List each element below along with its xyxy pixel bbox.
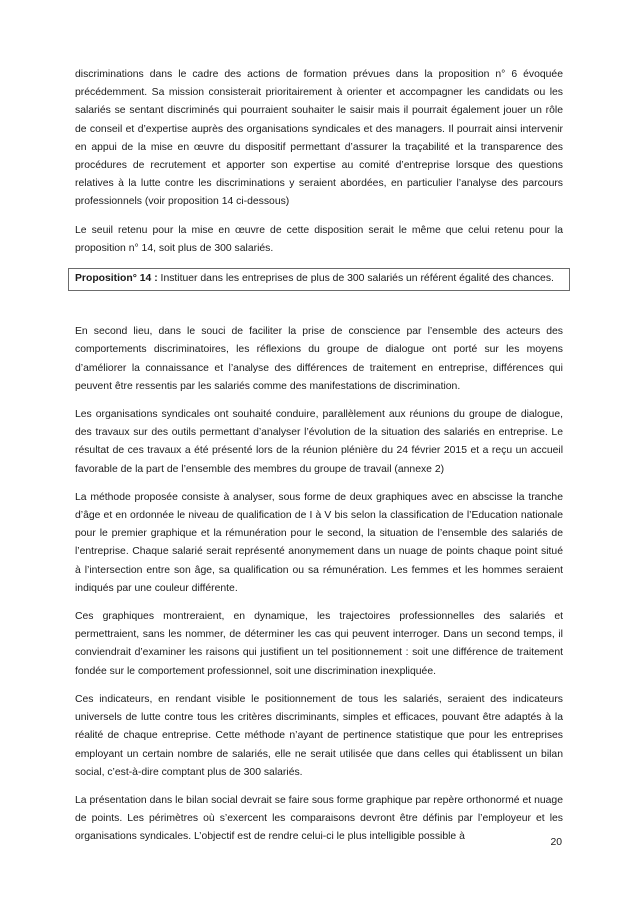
paragraph: Le seuil retenu pour la mise en œuvre de cette disposition serait le même que celui retenu pour la proposition n° 14, soit plus de 300 salariés.: [75, 224, 563, 254]
paragraph: La présentation dans le bilan social devrait se faire sous forme graphique par repère orthonormé et nuage de points. Les périmètres où s’exercent les comparaisons devront être définis par l’employeur et les organisations syndicales. L’objectif est de rendre celui-ci le plus intelligible possible à: [75, 794, 563, 843]
paragraph: La méthode proposée consiste à analyser, sous forme de deux graphiques avec en abscisse la tranche d’âge et en ordonnée le niveau de qualification de I à V bis selon la classification de l’Education nationale pour le premier graphique et la rémunération pour le second, la situation de l’ensemble des salariés de l’entreprise. Chaque salarié serait représenté anonymement dans un nuage de points chaque point situé à l’intersection entre son âge, sa qualification ou sa rémunération. Les femmes et les hommes seraient indiqués par une couleur différente.: [75, 491, 563, 594]
paragraph: Ces graphiques montreraient, en dynamique, les trajectoires professionnelles des salariés et permettraient, sans les nommer, de déterminer les cas qui peuvent interroger. Dans un second temps, il conviendrait d’examiner les raisons qui justifient un tel positionnement : soit une différence de traitement fondée sur le comportement professionnel, soit une discrimination inexpliquée.: [75, 611, 563, 677]
paragraph: En second lieu, dans le souci de faciliter la prise de conscience par l’ensemble des acteurs des comportements discriminatoires, les réflexions du groupe de dialogue ont porté sur les moyens d’améliorer la connaissance et l’analyse des différences de traitement en entreprise, différences qui peuvent être ressentis par les salariés comme des manifestations de discrimination.: [75, 326, 563, 392]
page-number: 20: [550, 837, 562, 848]
paragraph: Les organisations syndicales ont souhaité conduire, parallèlement aux réunions du groupe de dialogue, des travaux sur des outils permettant d’analyser l’évolution de la situation des salariés en entreprise. Le résultat de ces travaux a été présenté lors de la réunion plénière du 24 février 2015 et a reçu un accueil favorable de la part de l’ensemble des membres du groupe de travail (annexe 2): [75, 409, 563, 475]
paragraph: discriminations dans le cadre des actions de formation prévues dans la proposition n° 6 évoquée précédemment. Sa mission consisterait prioritairement à orienter et accompagner les candidats ou les salariés se sentant discriminés qui pourraient souhaiter le saisir mais il pourrait également jouer un rôle de conseil et d’expertise auprès des organisations syndicales et des managers. Il pourrait ainsi intervenir en appui de la mise en œuvre du dispositif permettant d’assurer la traçabilité et la transparence des procédures de recrutement et apporter son expertise au comité d’entreprise lorsque des questions relatives à la lutte contre les discriminations y seraient abordées, en particulier l’analyse des parcours professionnels (voir proposition 14 ci-dessous): [75, 69, 563, 208]
paragraph: Ces indicateurs, en rendant visible le positionnement de tous les salariés, seraient des indicateurs universels de lutte contre tous les critères discriminants, simples et efficaces, pouvant être adaptés à la réalité de chaque entreprise. Cette méthode n’ayant de pertinence statistique que pour les entreprises employant un certain nombre de salariés, elle ne serait utilisée que dans celles qui établissent un bilan social, c’est-à-dire comptant plus de 300 salariés.: [75, 693, 563, 778]
proposal-text: Instituer dans les entreprises de plus de 300 salariés un référent égalité des chances.: [157, 273, 554, 285]
proposal-box: [68, 268, 570, 291]
document-page: [75, 66, 563, 857]
proposal-label: Proposition° 14 :: [75, 273, 158, 285]
